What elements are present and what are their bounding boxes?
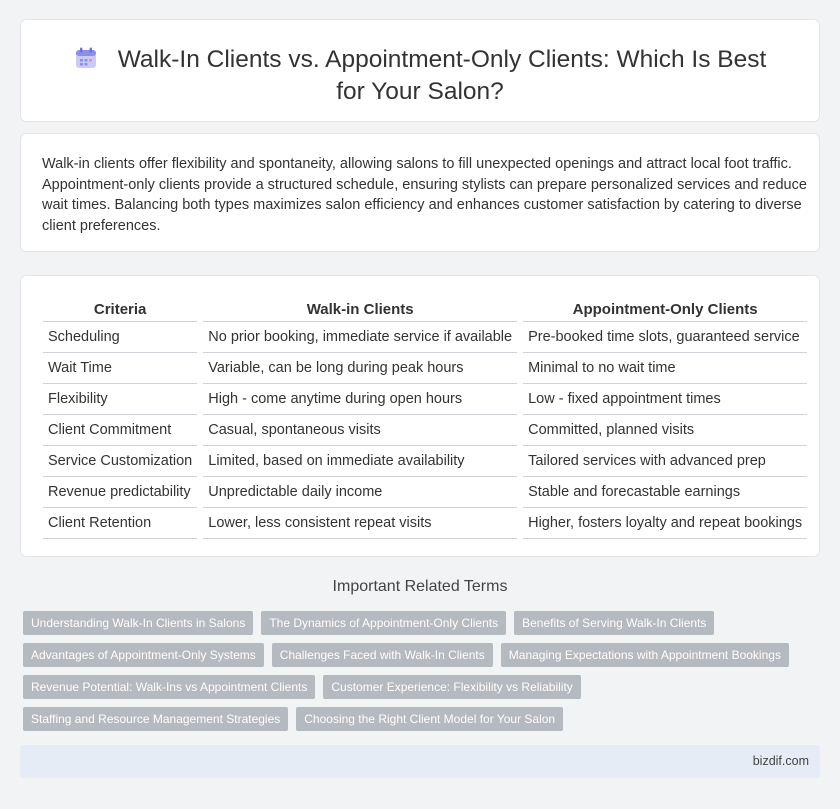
table-row — [43, 477, 807, 508]
table-body — [43, 322, 807, 539]
table-cell: High - come anytime during open hours — [203, 384, 517, 415]
table-cell: Limited, based on immediate availability — [203, 446, 517, 477]
table-cell: Low - fixed appointment times — [523, 384, 807, 415]
footer — [20, 745, 820, 778]
table-cell: Committed, planned visits — [523, 415, 807, 446]
table-cell: Tailored services with advanced prep — [523, 446, 807, 477]
related-term-tag[interactable]: Advantages of Appointment-Only Systems — [23, 643, 264, 667]
table-cell: Wait Time — [43, 353, 197, 384]
related-terms-list — [23, 611, 823, 739]
table-cell: Casual, spontaneous visits — [203, 415, 517, 446]
table-header-row — [43, 296, 807, 322]
intro-card — [20, 133, 820, 252]
table-row — [43, 384, 807, 415]
table-cell: Minimal to no wait time — [523, 353, 807, 384]
page-title-text: Walk-In Clients vs. Appointment-Only Clients: Which Is Best for Your Salon? — [117, 46, 767, 105]
tag-row — [23, 643, 823, 667]
related-terms-title: Important Related Terms — [332, 578, 508, 595]
table-cell: Client Commitment — [43, 415, 197, 446]
table-cell: Scheduling — [43, 322, 197, 353]
page-title — [21, 44, 819, 108]
related-term-tag[interactable]: The Dynamics of Appointment-Only Clients — [261, 611, 506, 635]
table-header: Criteria — [43, 296, 197, 322]
table-row — [43, 322, 807, 353]
tag-row — [23, 707, 823, 731]
related-term-tag[interactable]: Understanding Walk-In Clients in Salons — [23, 611, 253, 635]
table-cell: Stable and forecastable earnings — [523, 477, 807, 508]
related-term-tag[interactable]: Choosing the Right Client Model for Your Salon — [296, 707, 563, 731]
table-header: Walk-in Clients — [203, 296, 517, 322]
table-cell: Flexibility — [43, 384, 197, 415]
related-term-tag[interactable]: Managing Expectations with Appointment Bookings — [501, 643, 789, 667]
footer-brand: bizdif.com — [752, 754, 809, 768]
table-cell: Pre-booked time slots, guaranteed service — [523, 322, 807, 353]
calendar-icon — [74, 46, 98, 70]
tag-row — [23, 675, 823, 699]
comparison-card — [20, 275, 820, 557]
related-term-tag[interactable]: Benefits of Serving Walk-In Clients — [514, 611, 714, 635]
tag-row — [23, 611, 823, 635]
table-cell: Unpredictable daily income — [203, 477, 517, 508]
table-row — [43, 415, 807, 446]
table-cell: No prior booking, immediate service if available — [203, 322, 517, 353]
table-row — [43, 508, 807, 539]
intro-text: Walk-in clients offer flexibility and spontaneity, allowing salons to fill unexpected openings and attract local foot traffic. Appointment-only clients provide a structured schedule, ensuring stylists can prepare personalized services and reduce wait times. Balancing both types maximizes salon efficiency and enhances customer satisfaction by catering to diverse client preferences. — [42, 156, 807, 234]
table-header: Appointment-Only Clients — [523, 296, 807, 322]
related-term-tag[interactable]: Staffing and Resource Management Strategies — [23, 707, 288, 731]
related-term-tag[interactable]: Customer Experience: Flexibility vs Reliability — [323, 675, 580, 699]
table-cell: Variable, can be long during peak hours — [203, 353, 517, 384]
related-term-tag[interactable]: Challenges Faced with Walk-In Clients — [272, 643, 493, 667]
table-cell: Higher, fosters loyalty and repeat bookings — [523, 508, 807, 539]
table-cell: Lower, less consistent repeat visits — [203, 508, 517, 539]
table-cell: Client Retention — [43, 508, 197, 539]
related-term-tag[interactable]: Revenue Potential: Walk-Ins vs Appointment Clients — [23, 675, 315, 699]
table-cell: Service Customization — [43, 446, 197, 477]
table-row — [43, 353, 807, 384]
comparison-table — [37, 296, 813, 539]
title-card — [20, 19, 820, 122]
table-cell: Revenue predictability — [43, 477, 197, 508]
table-row — [43, 446, 807, 477]
